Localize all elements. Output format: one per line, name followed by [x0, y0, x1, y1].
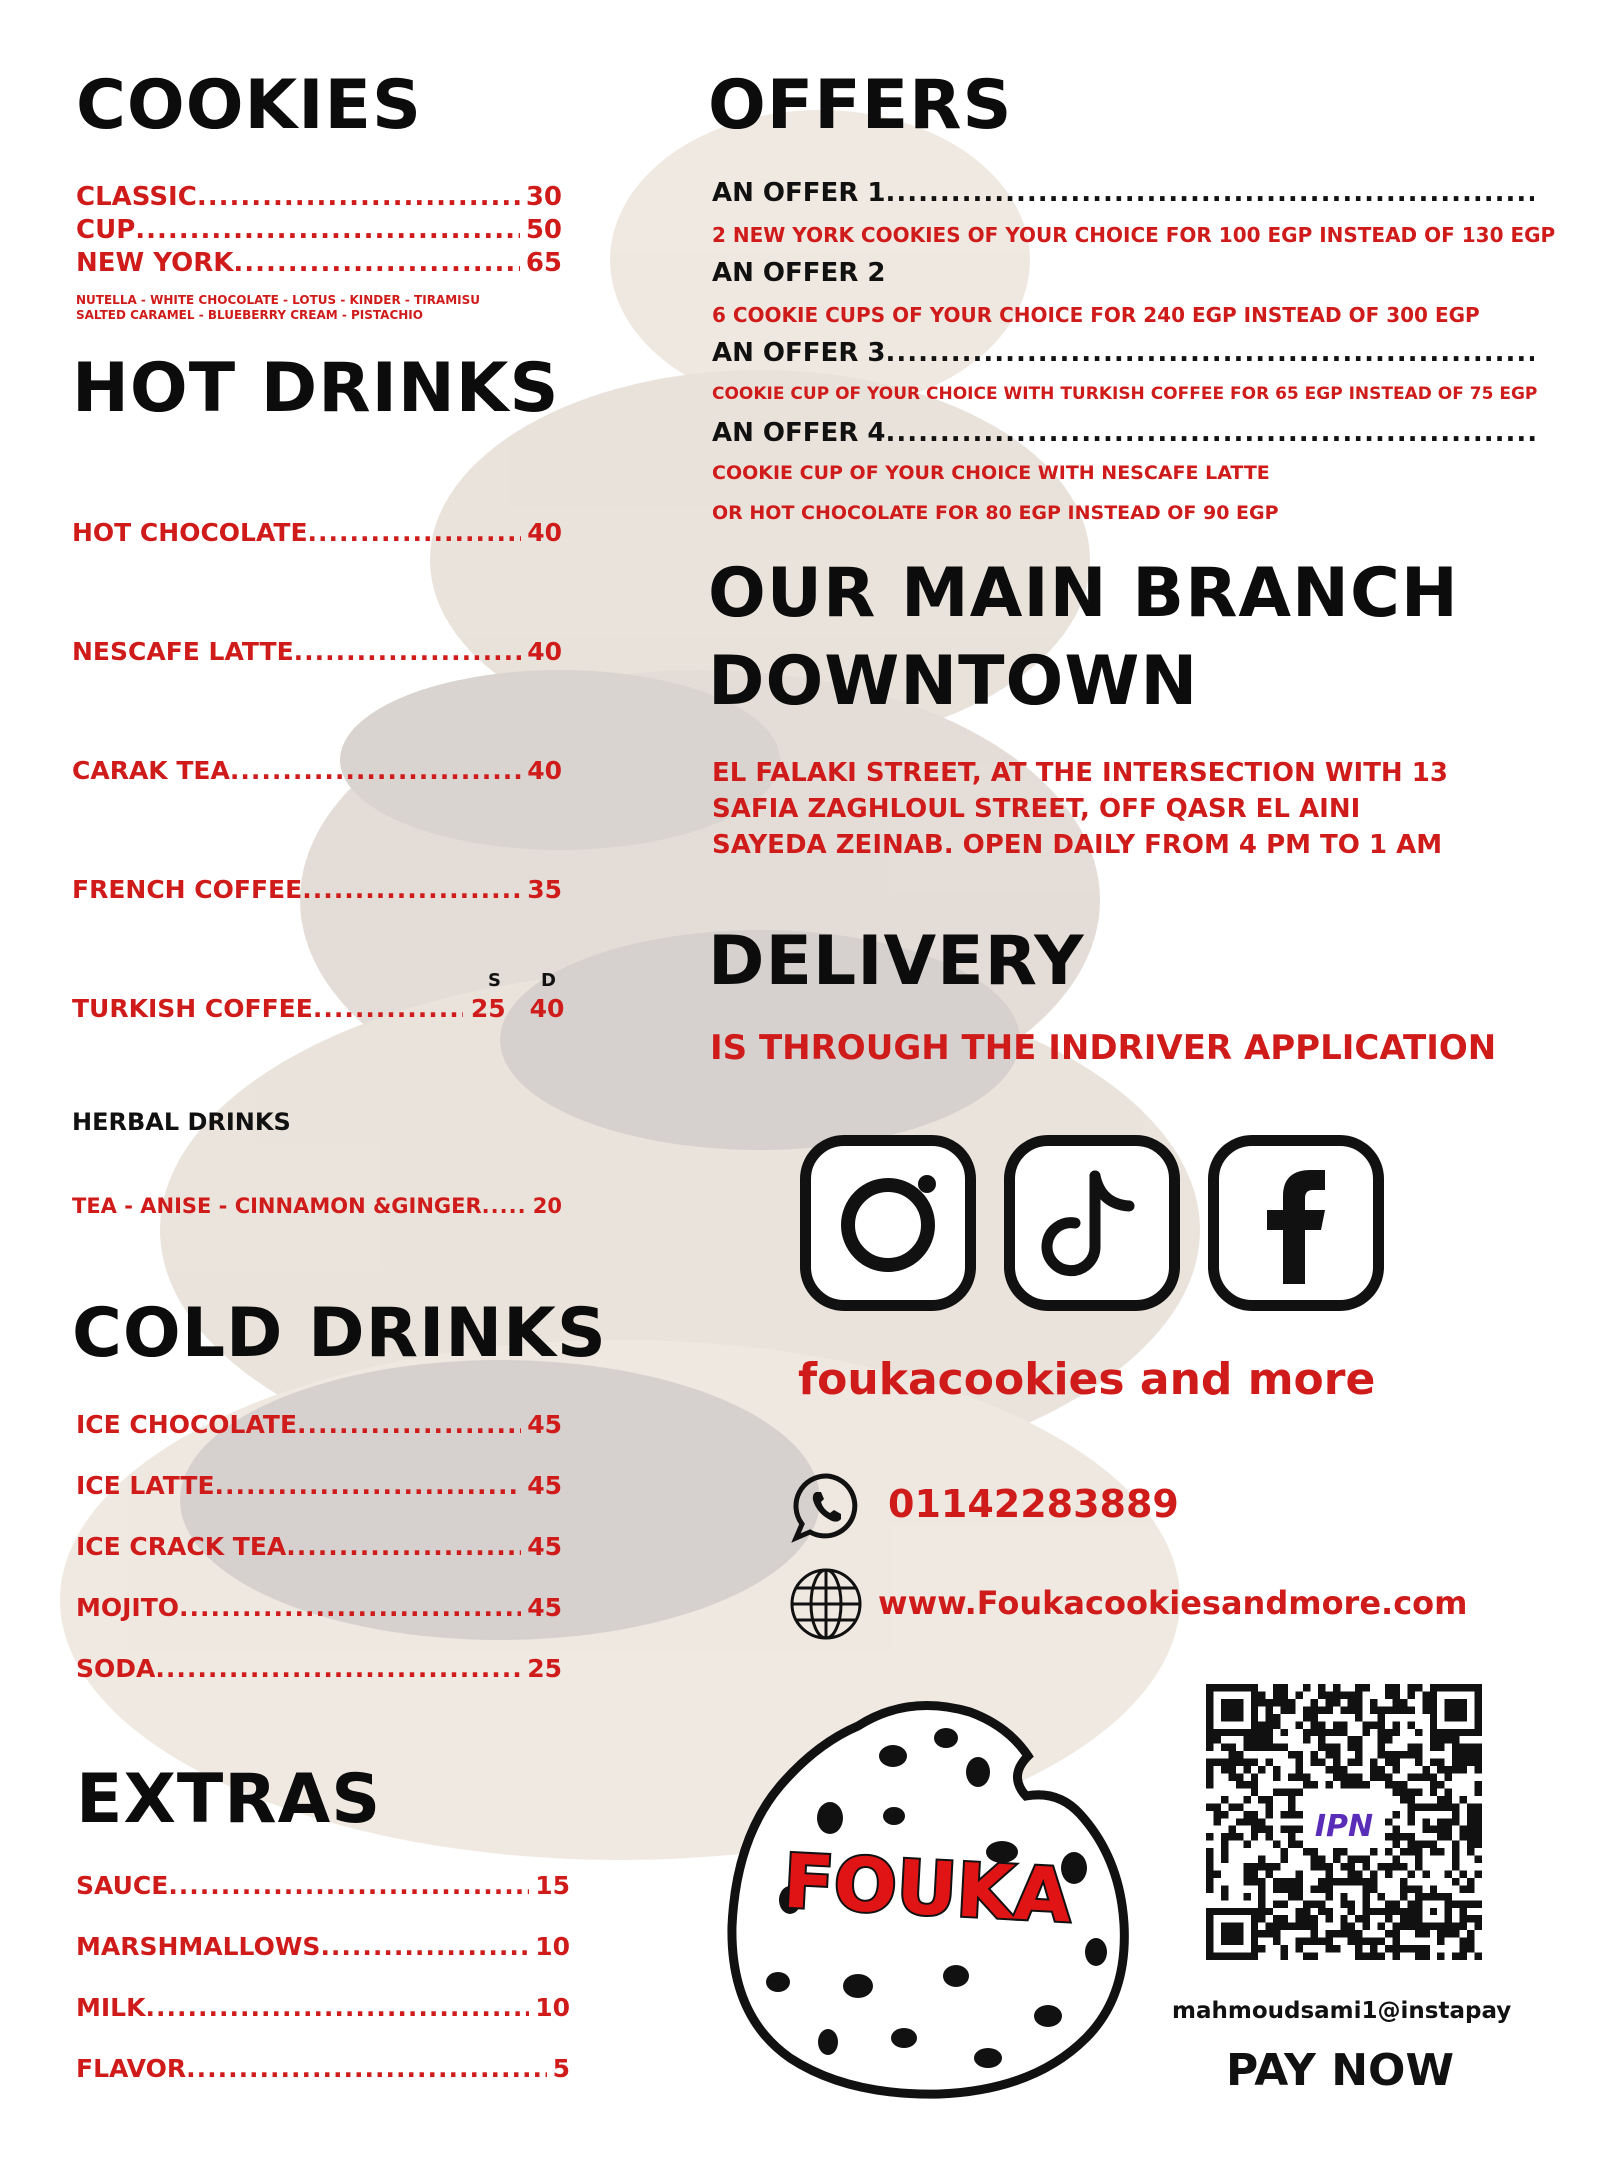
hot-drinks-heading: HOT DRINKS [72, 349, 560, 428]
instagram-icon[interactable] [800, 1135, 976, 1311]
menu-item-classic [76, 182, 562, 212]
herbal-drinks-heading: HERBAL DRINKS [72, 1108, 291, 1136]
item-price: 65 [525, 248, 562, 278]
phone-number[interactable]: 01142283889 [888, 1482, 1179, 1526]
branch-heading-line-1: OUR MAIN BRANCH [708, 554, 1459, 633]
offer-1-title: AN OFFER 1 [712, 178, 886, 208]
instapay-handle: mahmoudsami1@instapay [1172, 1998, 1512, 2024]
offer-2-description: 6 COOKIE CUPS OF YOUR CHOICE FOR 240 EGP INSTEAD OF 300 EGP [712, 303, 1480, 327]
offer-4-description-line-1: COOKIE CUP OF YOUR CHOICE WITH NESCAFE LATTE [712, 462, 1270, 484]
item-price: 45 [527, 1532, 562, 1561]
item-price: 10 [535, 1932, 570, 1961]
menu-item-mojito [76, 1593, 562, 1622]
item-price: 20 [532, 1194, 562, 1218]
cookie-flavors-line-1: NUTELLA - WHITE CHOCOLATE - LOTUS - KINDER - TIRAMISU [76, 293, 481, 307]
item-price: 40 [527, 756, 562, 785]
branch-address-line-3: SAYEDA ZEINAB. OPEN DAILY FROM 4 PM TO 1 AM [712, 830, 1443, 860]
item-name: ICE CRACK TEA [76, 1532, 287, 1561]
pay-now-button[interactable]: PAY NOW [1226, 2045, 1454, 2096]
item-price: 45 [527, 1593, 562, 1622]
offer-4-title-row [712, 418, 1538, 448]
menu-item-hot-chocolate [72, 518, 562, 547]
logo-text: FOUKA [781, 1838, 1074, 1940]
menu-item-carak-tea [72, 756, 562, 785]
item-price: 30 [525, 182, 562, 212]
item-name: FRENCH COFFEE [72, 875, 303, 904]
item-price: 45 [527, 1471, 562, 1500]
item-price: 50 [525, 215, 562, 245]
facebook-icon[interactable] [1208, 1135, 1384, 1311]
size-double-label: D [541, 970, 556, 991]
menu-item-cup [76, 215, 562, 245]
item-price: 25 [527, 1654, 562, 1683]
offer-3-title: AN OFFER 3 [712, 338, 886, 368]
item-price-double: 40 [529, 994, 565, 1023]
size-single-label: S [488, 970, 501, 991]
offer-1-title-row [712, 178, 1534, 208]
item-name: NEW YORK [76, 248, 234, 278]
item-name: FLAVOR [76, 2054, 187, 2083]
item-name: TURKISH COFFEE [72, 994, 313, 1023]
item-name: ICE CHOCOLATE [76, 1410, 298, 1439]
menu-item-new-york [76, 248, 562, 278]
offer-3-title-row [712, 338, 1534, 368]
item-price: 40 [527, 637, 562, 666]
offer-4-title: AN OFFER 4 [712, 418, 886, 448]
item-price: 40 [527, 518, 562, 547]
branch-address-line-2: SAFIA ZAGHLOUL STREET, OFF QASR EL AINI [712, 794, 1361, 824]
menu-item-soda [76, 1654, 562, 1683]
item-price: 15 [535, 1871, 570, 1900]
item-name: MILK [76, 1993, 146, 2022]
item-name: CARAK TEA [72, 756, 230, 785]
delivery-heading: DELIVERY [708, 922, 1085, 1001]
offer-4-description-line-2: OR HOT CHOCOLATE FOR 80 EGP INSTEAD OF 90 EGP [712, 502, 1279, 524]
globe-icon [788, 1566, 864, 1642]
item-price: 35 [527, 875, 562, 904]
item-name: TEA - ANISE - CINNAMON &GINGER [72, 1194, 482, 1218]
menu-item-herbal [72, 1194, 562, 1218]
offer-1-description: 2 NEW YORK COOKIES OF YOUR CHOICE FOR 100 EGP INSTEAD OF 130 EGP [712, 223, 1556, 247]
item-price: 45 [527, 1410, 562, 1439]
menu-item-french-coffee [72, 875, 562, 904]
offers-heading: OFFERS [708, 66, 1013, 145]
offer-2-title: AN OFFER 2 [712, 258, 886, 288]
item-name: CLASSIC [76, 182, 197, 212]
social-handle: foukacookies and more [798, 1354, 1376, 1405]
menu-item-turkish-coffee [72, 994, 565, 1023]
fouka-cookie-logo [708, 1686, 1148, 2106]
website-link[interactable]: www.Foukacookiesandmore.com [878, 1584, 1468, 1622]
menu-item-marshmallows [76, 1932, 570, 1961]
cold-drinks-heading: COLD DRINKS [72, 1294, 607, 1373]
cookie-flavors-line-2: SALTED CARAMEL - BLUEBERRY CREAM - PISTACHIO [76, 308, 423, 322]
menu-item-ice-chocolate [76, 1410, 562, 1439]
branch-heading-line-2: DOWNTOWN [708, 642, 1199, 721]
menu-item-sauce [76, 1871, 570, 1900]
delivery-text: IS THROUGH THE INDRIVER APPLICATION [710, 1028, 1497, 1068]
item-name: SAUCE [76, 1871, 169, 1900]
item-price: 5 [552, 2054, 570, 2083]
ipn-badge: IPN [1314, 1808, 1374, 1844]
item-name: HOT CHOCOLATE [72, 518, 308, 547]
menu-item-nescafe-latte [72, 637, 562, 666]
item-price-single: 25 [470, 994, 506, 1023]
item-name: MARSHMALLOWS [76, 1932, 321, 1961]
menu-item-ice-crack-tea [76, 1532, 562, 1561]
extras-heading: EXTRAS [76, 1760, 382, 1839]
offer-3-description: COOKIE CUP OF YOUR CHOICE WITH TURKISH COFFEE FOR 65 EGP INSTEAD OF 75 EGP [712, 384, 1538, 404]
tiktok-icon[interactable] [1004, 1135, 1180, 1311]
menu-item-flavor [76, 2054, 570, 2083]
cookies-heading: COOKIES [76, 66, 422, 145]
whatsapp-icon[interactable] [790, 1470, 864, 1544]
item-name: MOJITO [76, 1593, 180, 1622]
offer-2-title-row [712, 258, 1534, 288]
item-name: SODA [76, 1654, 156, 1683]
item-name: CUP [76, 215, 136, 245]
item-name: NESCAFE LATTE [72, 637, 294, 666]
menu-item-milk [76, 1993, 570, 2022]
menu-item-ice-latte [76, 1471, 562, 1500]
branch-address-line-1: EL FALAKI STREET, AT THE INTERSECTION WITH 13 [712, 758, 1448, 788]
item-price: 10 [535, 1993, 570, 2022]
item-name: ICE LATTE [76, 1471, 215, 1500]
